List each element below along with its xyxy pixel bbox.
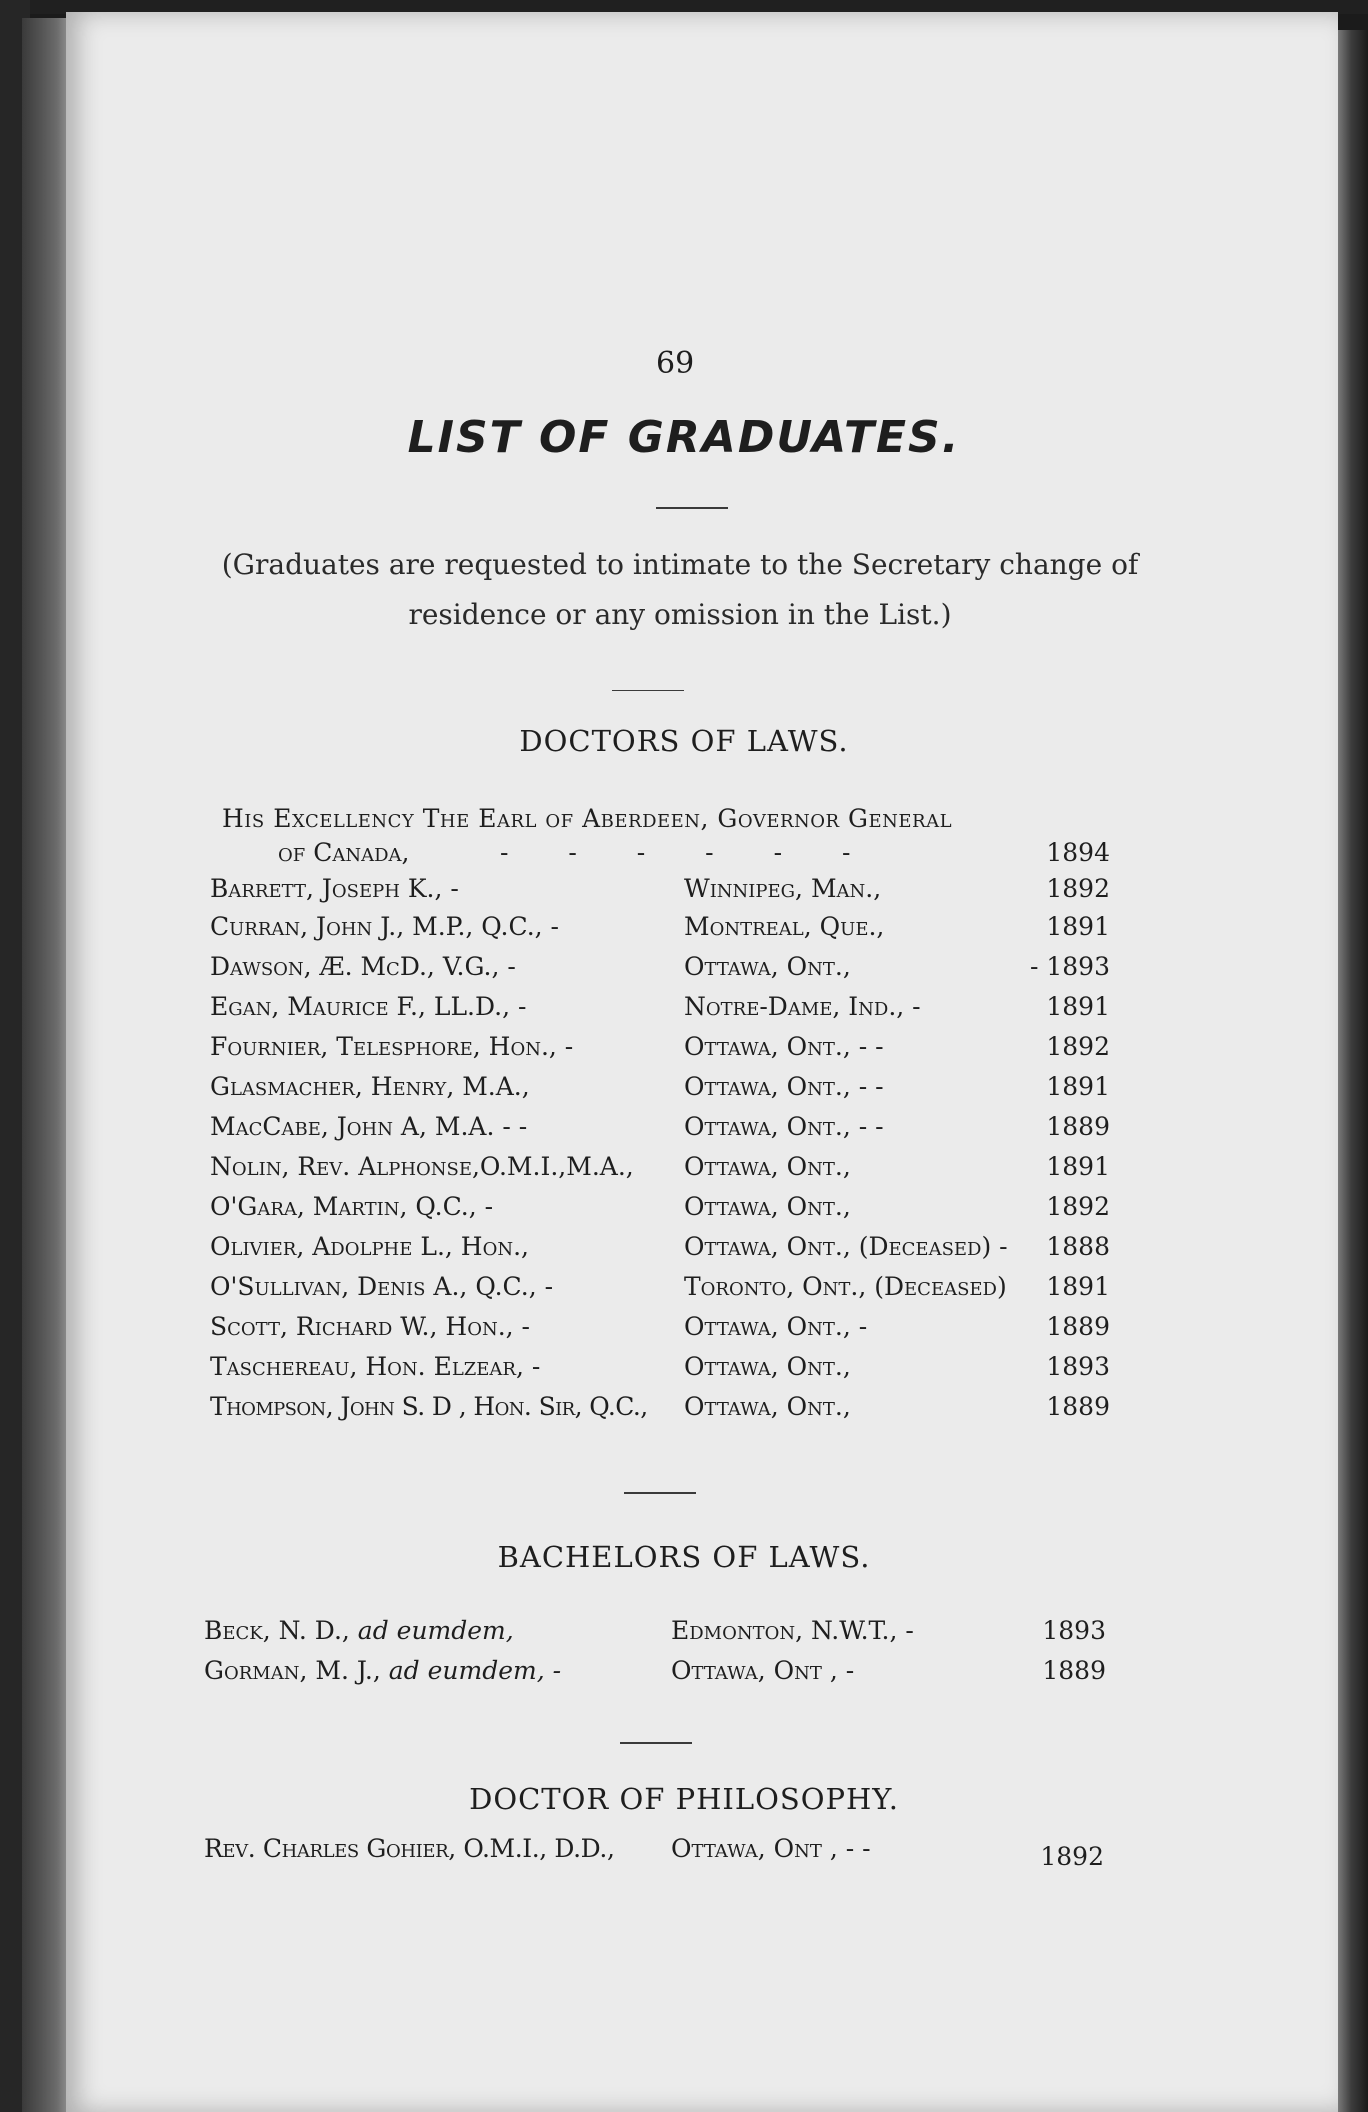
section-rule xyxy=(624,1492,696,1494)
doctor-of-philosophy-heading: DOCTOR OF PHILOSOPHY. xyxy=(469,1782,899,1816)
list-item xyxy=(210,1232,1110,1272)
entry-name: Thompson, John S. D , Hon. Sir, Q.C., xyxy=(210,1392,648,1421)
entry-place: Toronto, Ont., (Deceased) xyxy=(684,1272,1007,1301)
entry-place: Ottawa, Ont., - xyxy=(684,1312,868,1341)
entry-year: 1891 xyxy=(1046,1272,1110,1301)
entry-place: Ottawa, Ont., - - xyxy=(684,1072,884,1101)
entry-year: 1889 xyxy=(1046,1312,1110,1341)
entry-year: 1892 xyxy=(1046,1192,1110,1221)
entry-place: Notre-Dame, Ind., - xyxy=(684,992,921,1021)
entry-name: O'Sullivan, Denis A., Q.C., - xyxy=(210,1272,554,1301)
list-item xyxy=(210,1112,1110,1152)
entry-name: Barrett, Joseph K., - xyxy=(210,874,459,903)
entry-name-text: Beck, N. D., xyxy=(204,1616,350,1645)
entry-place: Ottawa, Ont., - - xyxy=(684,1112,884,1141)
entry-name: Olivier, Adolphe L., Hon., xyxy=(210,1232,529,1261)
entry-name: Egan, Maurice F., LL.D., - xyxy=(210,992,527,1021)
list-item xyxy=(210,874,1110,914)
entry-year: 1892 xyxy=(1046,1032,1110,1061)
entry-degree-note: ad eumdem, - xyxy=(388,1656,562,1685)
entry-year: 1892 xyxy=(1046,874,1110,903)
entry-name xyxy=(204,1656,561,1685)
bachelors-of-laws-heading: BACHELORS OF LAWS. xyxy=(497,1540,871,1574)
page-title: LIST OF GRADUATES. xyxy=(407,412,961,463)
entry-place: Ottawa, Ont., - - xyxy=(684,1032,884,1061)
entry-place: Ottawa, Ont., (Deceased) - xyxy=(684,1232,1008,1261)
list-item xyxy=(210,1272,1110,1312)
entry-name: O'Gara, Martin, Q.C., - xyxy=(210,1192,494,1221)
title-rule xyxy=(656,507,728,509)
list-item xyxy=(210,1352,1110,1392)
list-item xyxy=(210,1312,1110,1352)
entry-name: Fournier, Telesphore, Hon., - xyxy=(210,1032,574,1061)
entry-year: 1888 xyxy=(1046,1232,1110,1261)
list-item xyxy=(210,838,1110,878)
entry-name xyxy=(204,1616,514,1645)
entry-place: Ottawa, Ont., xyxy=(684,1392,851,1421)
entry-year: 1893 xyxy=(1042,1616,1106,1645)
entry-name: Nolin, Rev. Alphonse,O.M.I.,M.A., xyxy=(210,1152,634,1181)
entry-name: Rev. Charles Gohier, O.M.I., D.D., xyxy=(204,1834,615,1863)
list-item xyxy=(204,1656,1104,1696)
entry-name: MacCabe, John A, M.A. - - xyxy=(210,1112,528,1141)
entry-name: Scott, Richard W., Hon., - xyxy=(210,1312,530,1341)
doctors-of-laws-heading: DOCTORS OF LAWS. xyxy=(519,724,849,758)
entry-year: 1889 xyxy=(1042,1656,1106,1685)
section-rule xyxy=(620,1742,692,1744)
entry-place: Ottawa, Ont., xyxy=(684,952,851,981)
entry-place: Ottawa, Ont., xyxy=(684,1152,851,1181)
graduates-note: (Graduates are requested to intimate to the Secretary change of residence or any omission in the List.) xyxy=(221,548,1139,631)
entry-place: Ottawa, Ont., xyxy=(684,1192,851,1221)
list-item xyxy=(210,1192,1110,1232)
entry-year: 1889 xyxy=(1046,1112,1110,1141)
entry-name: Glasmacher, Henry, M.A., xyxy=(210,1072,530,1101)
entry-place: Edmonton, N.W.T., - xyxy=(671,1616,914,1645)
page-number: 69 xyxy=(656,346,695,381)
entry-place: Ottawa, Ont , - xyxy=(671,1656,855,1685)
entry-place: Ottawa, Ont , - - xyxy=(671,1834,871,1863)
entry-degree-note: ad eumdem, xyxy=(357,1616,514,1645)
governor-general-line: His Excellency The Earl of Aberdeen, Governor General xyxy=(222,804,953,833)
list-item xyxy=(210,1072,1110,1112)
entry-name: Dawson, Æ. McD., V.G., - xyxy=(210,952,516,981)
entry-leader: - - - - - - xyxy=(500,838,877,867)
entry-name-text: Gorman, M. J., xyxy=(204,1656,381,1685)
entry-year: 1894 xyxy=(1046,838,1110,867)
entry-year: 1891 xyxy=(1046,1152,1110,1181)
list-item xyxy=(210,992,1110,1032)
entry-place: Ottawa, Ont., xyxy=(684,1352,851,1381)
entry-name: Curran, John J., M.P., Q.C., - xyxy=(210,912,560,941)
entry-year: 1891 xyxy=(1046,912,1110,941)
list-item xyxy=(204,1834,1104,1874)
list-item xyxy=(210,912,1110,952)
entry-place: Winnipeg, Man., xyxy=(684,874,882,903)
entry-name: Taschereau, Hon. Elzear, - xyxy=(210,1352,541,1381)
note-rule xyxy=(612,690,684,691)
entry-place: Montreal, Que., xyxy=(684,912,885,941)
list-item xyxy=(210,952,1110,992)
entry-year: 1891 xyxy=(1046,992,1110,1021)
list-item xyxy=(210,1032,1110,1072)
entry-year: - 1893 xyxy=(1029,952,1110,981)
list-item xyxy=(204,1616,1104,1656)
entry-year: 1889 xyxy=(1046,1392,1110,1421)
list-item xyxy=(210,1392,1110,1432)
entry-year: 1893 xyxy=(1046,1352,1110,1381)
list-item xyxy=(210,1152,1110,1192)
entry-year: 1891 xyxy=(1046,1072,1110,1101)
entry-year: 1892 xyxy=(1040,1842,1104,1871)
entry-name: of Canada, xyxy=(278,838,410,867)
